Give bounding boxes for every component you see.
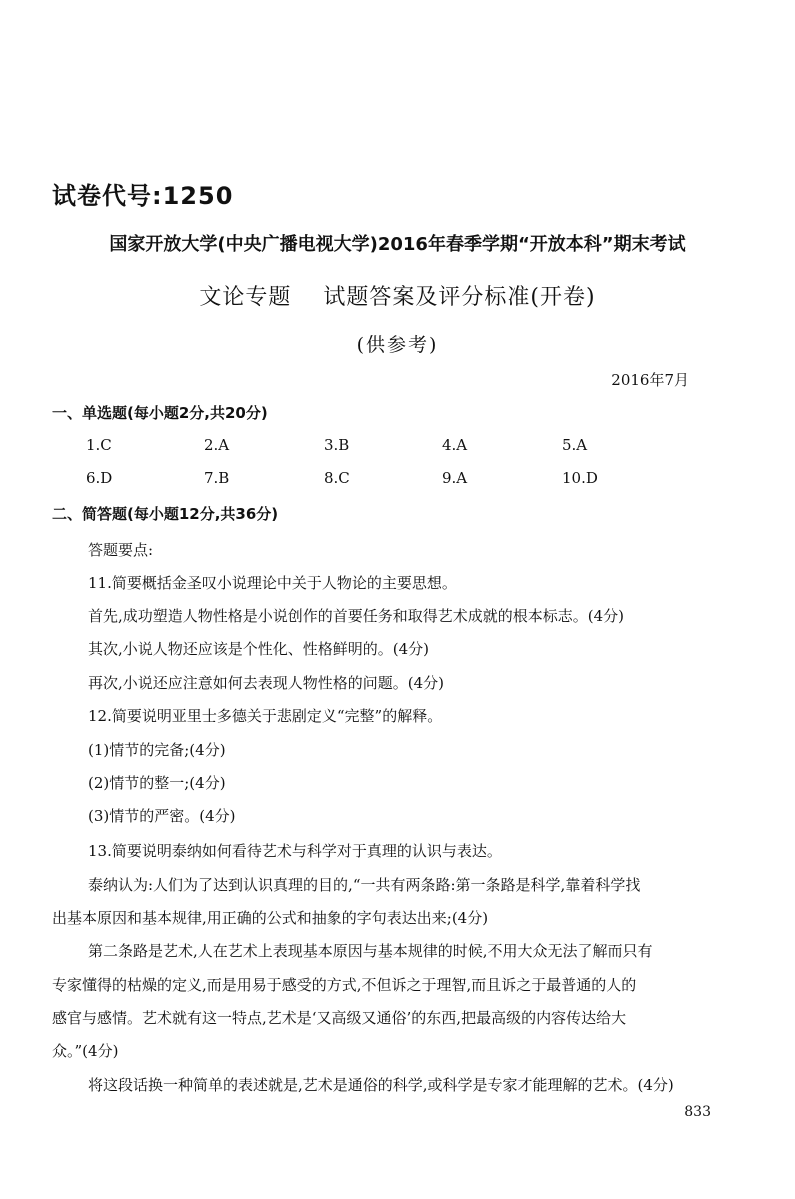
answer-8: 8.C: [324, 469, 350, 487]
question-12: 12.简要说明亚里士多德关于悲剧定义“完整”的解释。: [88, 707, 443, 725]
answer-13-line-1: 泰纳认为:人们为了达到认识真理的目的,“一共有两条路:第一条路是科学,靠着科学找: [88, 876, 641, 894]
answer-4: 4.A: [442, 436, 468, 454]
document-subtitle: 文论专题 试题答案及评分标准(开卷): [199, 285, 596, 310]
answer-13-line-3: 第二条路是艺术,人在艺术上表现基本原因与基本规律的时候,不用大众无法了解而只有: [88, 942, 653, 960]
answer-5: 5.A: [562, 436, 588, 454]
answer-11-point-3: 再次,小说还应注意如何去表现人物性格的问题。(4分): [88, 674, 445, 692]
answer-12-point-3: (3)情节的严密。(4分): [88, 807, 236, 825]
answer-3: 3.B: [324, 436, 350, 454]
answer-6: 6.D: [86, 469, 113, 487]
answer-12-point-1: (1)情节的完备;(4分): [88, 741, 226, 759]
answer-13-line-2: 出基本原因和基本规律,用正确的公式和抽象的字句表达出来;(4分): [52, 909, 489, 927]
answer-13-line-7: 将这段话换一种简单的表述就是,艺术是通俗的科学,或科学是专家才能理解的艺术。(4分): [88, 1076, 674, 1094]
document-date: 2016年7月: [611, 371, 689, 389]
answer-10: 10.D: [562, 469, 598, 487]
exam-title: 国家开放大学(中央广播电视大学)2016年春季学期“开放本科”期末考试: [109, 234, 686, 255]
section1-heading: 一、单选题(每小题2分,共20分): [52, 404, 268, 422]
question-11: 11.简要概括金圣叹小说理论中关于人物论的主要思想。: [88, 574, 457, 592]
answer-13-line-6: 众。”(4分): [52, 1042, 119, 1060]
reference-note: (供参考): [356, 334, 439, 356]
question-13: 13.简要说明泰纳如何看待艺术与科学对于真理的认识与表达。: [88, 842, 502, 860]
paper-code: 试卷代号:1250: [52, 182, 234, 210]
answer-12-point-2: (2)情节的整一;(4分): [88, 774, 226, 792]
section2-heading: 二、简答题(每小题12分,共36分): [52, 505, 279, 523]
page-number: 833: [684, 1104, 711, 1120]
answer-11-point-2: 其次,小说人物还应该是个性化、性格鲜明的。(4分): [88, 640, 430, 658]
answer-7: 7.B: [204, 469, 230, 487]
answer-11-point-1: 首先,成功塑造人物性格是小说创作的首要任务和取得艺术成就的根本标志。(4分): [88, 607, 625, 625]
answer-13-line-4: 专家懂得的枯燥的定义,而是用易于感受的方式,不但诉之于理智,而且诉之于最普通的人的: [52, 976, 637, 994]
answer-9: 9.A: [442, 469, 468, 487]
answer-1: 1.C: [86, 436, 112, 454]
answer-key-intro: 答题要点:: [88, 541, 154, 559]
answer-13-line-5: 感官与感情。艺术就有这一特点,艺术是‘又高级又通俗’的东西,把最高级的内容传达给大: [52, 1009, 627, 1027]
answer-2: 2.A: [204, 436, 230, 454]
